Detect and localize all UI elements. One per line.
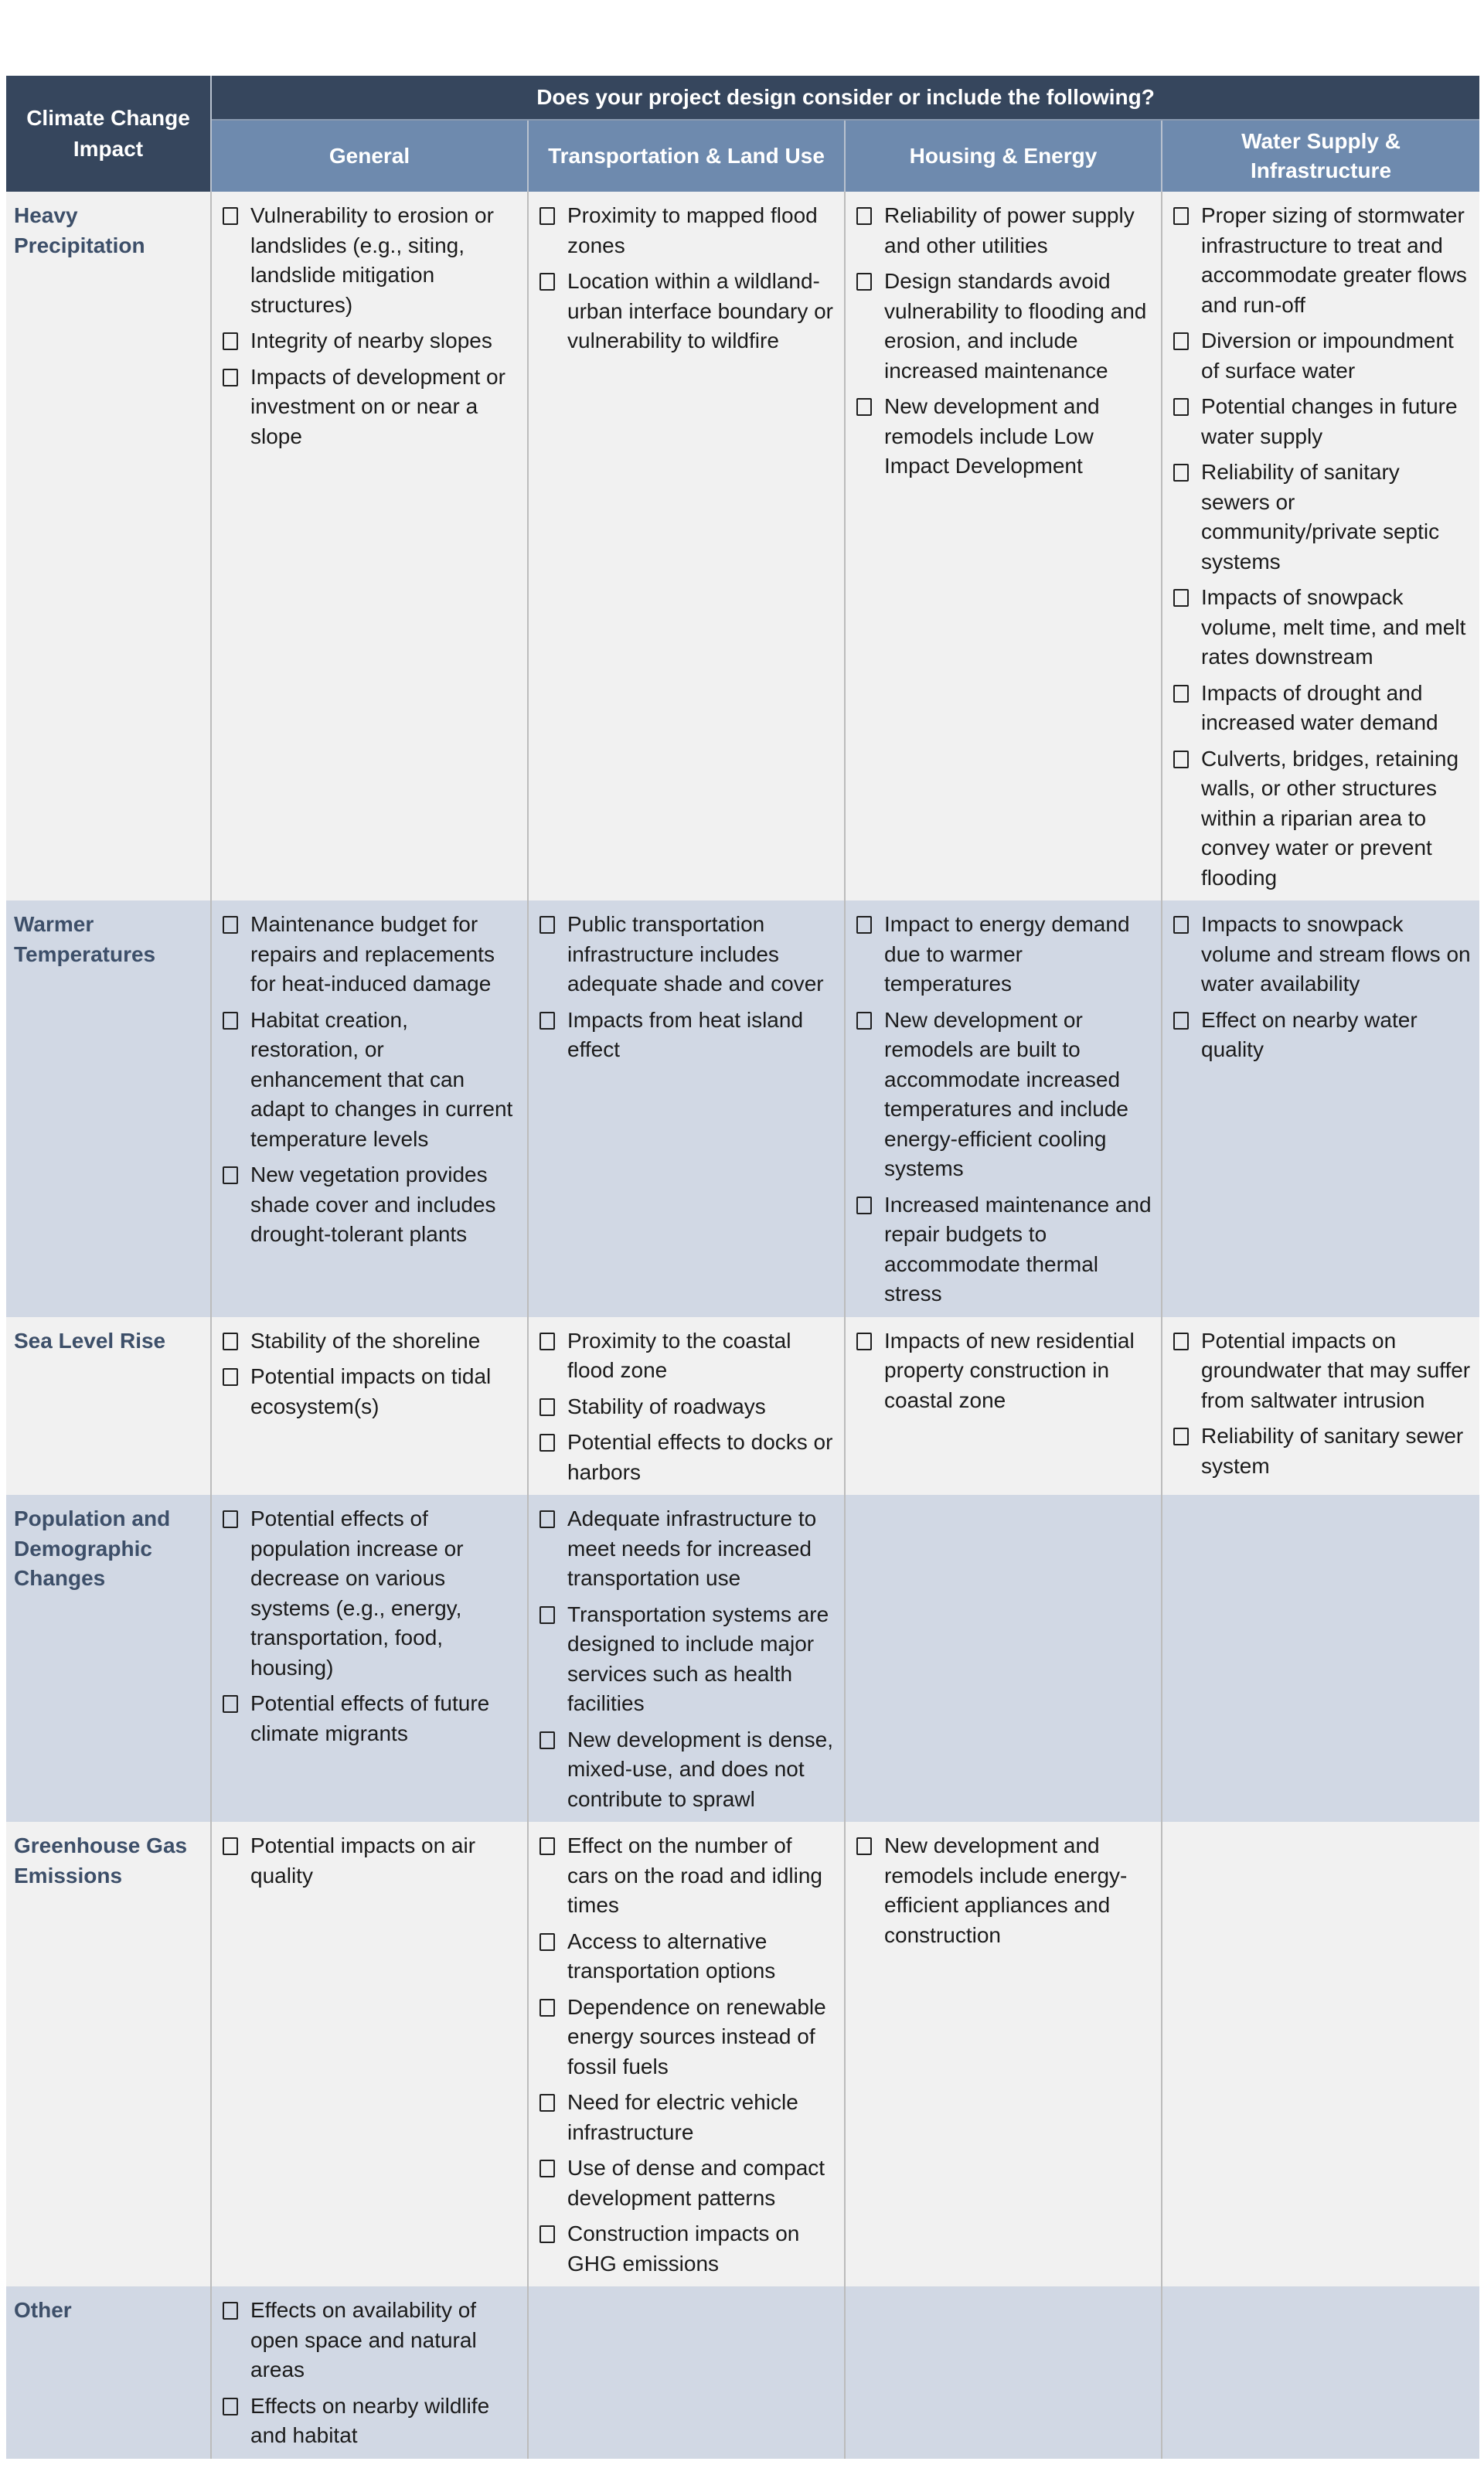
- checklist-item-label: Diversion or impoundment of surface water: [1201, 329, 1454, 383]
- checklist-item-label: Effects on nearby wildlife and habitat: [250, 2393, 490, 2447]
- checklist: [223, 1504, 521, 1748]
- cell-general: [211, 1822, 528, 2286]
- checklist-item-label: Impacts from heat island effect: [567, 1007, 804, 1061]
- checklist-item-label: Construction impacts on GHG emissions: [567, 2221, 800, 2276]
- checkbox-icon[interactable]: [1173, 398, 1189, 416]
- checklist: [856, 1326, 1155, 1416]
- checklist-item: [539, 910, 838, 999]
- header-row-categories: [6, 120, 1479, 192]
- checklist-item: [223, 326, 521, 356]
- checkbox-icon[interactable]: [1173, 332, 1189, 350]
- checklist-item-label: Adequate infrastructure to meet needs for increased transportation use: [567, 1506, 817, 1590]
- checklist-item-label: Reliability of power supply and other utilities: [884, 203, 1135, 257]
- checkbox-icon[interactable]: [856, 207, 872, 225]
- checklist-item-label: Public transportation infrastructure includes adequate shade and cover: [567, 912, 824, 996]
- cell-housing: [845, 2286, 1162, 2459]
- checkbox-icon[interactable]: [539, 207, 555, 225]
- checkbox-icon[interactable]: [539, 1510, 555, 1528]
- cell-housing: [845, 192, 1162, 900]
- checklist-item-label: Potential effects to docks or harbors: [567, 1430, 833, 1484]
- checklist-item-label: Vulnerability to erosion or landslides (e.g., siting, landslide mitigation structures): [250, 203, 494, 317]
- checklist: [223, 201, 521, 451]
- checkbox-icon[interactable]: [1173, 464, 1189, 482]
- checklist-item-label: Impacts of drought and increased water demand: [1201, 680, 1438, 734]
- checkbox-icon[interactable]: [223, 369, 238, 386]
- question-header: Does your project design consider or include the following?: [211, 76, 1479, 120]
- checkbox-icon[interactable]: [1173, 207, 1189, 225]
- cell-water: [1162, 1317, 1479, 1496]
- checklist-item-label: New development and remodels include energy-efficient appliances and construction: [884, 1833, 1128, 1947]
- cell-general: [211, 1317, 528, 1496]
- checklist-item: [856, 201, 1155, 260]
- checklist-item: [1173, 1421, 1473, 1481]
- checklist-item-label: Proximity to mapped flood zones: [567, 203, 818, 257]
- checklist-item-label: Impacts of development or investment on or near a slope: [250, 364, 505, 448]
- checkbox-icon[interactable]: [1173, 589, 1189, 607]
- cell-housing: [845, 1822, 1162, 2286]
- checklist: [539, 910, 838, 1065]
- climate-checklist-table: [6, 76, 1479, 2459]
- checklist-item: [539, 1725, 838, 1815]
- checklist-item-label: Transportation systems are designed to include major services such as health facilities: [567, 1602, 829, 1715]
- cell-transportation: [528, 900, 845, 1317]
- checklist-item: [1173, 1006, 1473, 1065]
- checkbox-icon[interactable]: [539, 1398, 555, 1416]
- cell-housing: [845, 900, 1162, 1317]
- checklist: [539, 1326, 838, 1488]
- checklist-item: [223, 1831, 521, 1891]
- checklist-item-label: New development or remodels are built to accommodate increased temperatures and include energy-efficient cooling systems: [884, 1007, 1128, 1180]
- checklist-item: [223, 1160, 521, 1250]
- checkbox-icon[interactable]: [1173, 1012, 1189, 1030]
- checklist-item-label: New vegetation provides shade cover and includes drought-tolerant plants: [250, 1163, 496, 1246]
- checklist-item-label: Reliability of sanitary sewer system: [1201, 1424, 1464, 1478]
- checklist-item: [223, 2392, 521, 2451]
- checklist-item: [539, 2219, 838, 2279]
- checklist-item: [539, 1600, 838, 1719]
- checkbox-icon[interactable]: [856, 1837, 872, 1855]
- checklist: [539, 201, 838, 356]
- checklist-item-label: Proper sizing of stormwater infrastructure to treat and accommodate greater flows and run-off: [1201, 203, 1467, 317]
- checklist-item: [223, 1326, 521, 1357]
- checkbox-icon[interactable]: [539, 273, 555, 291]
- checklist: [223, 910, 521, 1250]
- table-row: [6, 1495, 1479, 1822]
- checklist-item-label: Location within a wildland-urban interface boundary or vulnerability to wildfire: [567, 269, 833, 352]
- checklist-item: [1173, 458, 1473, 577]
- checklist-item: [856, 1190, 1155, 1309]
- checklist-item-label: Effect on nearby water quality: [1201, 1007, 1418, 1061]
- checkbox-icon[interactable]: [539, 1933, 555, 1951]
- checkbox-icon[interactable]: [223, 207, 238, 225]
- checklist: [539, 1504, 838, 1814]
- checkbox-icon[interactable]: [856, 1197, 872, 1214]
- checkbox-icon[interactable]: [539, 916, 555, 934]
- checklist-item: [223, 910, 521, 999]
- checklist-item-label: Use of dense and compact development patterns: [567, 2156, 825, 2210]
- checkbox-icon[interactable]: [539, 2094, 555, 2112]
- checklist-item: [539, 1392, 838, 1422]
- impact-label: Warmer Temperatures: [6, 900, 211, 1317]
- table-row: [6, 1822, 1479, 2286]
- checkbox-icon[interactable]: [223, 1368, 238, 1386]
- checklist-item: [1173, 201, 1473, 320]
- category-header-housing: Housing & Energy: [845, 120, 1162, 192]
- checklist-item: [539, 201, 838, 260]
- checkbox-icon[interactable]: [856, 916, 872, 934]
- checklist-item: [856, 392, 1155, 482]
- checkbox-icon[interactable]: [539, 1731, 555, 1749]
- checkbox-icon[interactable]: [223, 916, 238, 934]
- checkbox-icon[interactable]: [223, 2398, 238, 2415]
- cell-transportation: [528, 1317, 845, 1496]
- checklist-item: [1173, 583, 1473, 672]
- cell-housing: [845, 1317, 1162, 1496]
- checklist-item: [539, 1927, 838, 1986]
- cell-general: [211, 2286, 528, 2459]
- impact-label: Greenhouse Gas Emissions: [6, 1822, 211, 2286]
- checkbox-icon[interactable]: [223, 1510, 238, 1528]
- table-row: [6, 2286, 1479, 2459]
- checkbox-icon[interactable]: [856, 1012, 872, 1030]
- checklist-item-label: Potential changes in future water supply: [1201, 394, 1458, 448]
- checklist-item: [223, 1006, 521, 1155]
- checkbox-icon[interactable]: [223, 1333, 238, 1350]
- impact-column-header: Climate Change Impact: [6, 76, 211, 192]
- cell-general: [211, 900, 528, 1317]
- checklist-item: [1173, 326, 1473, 386]
- checklist-item-label: Impacts of snowpack volume, melt time, and melt rates downstream: [1201, 585, 1466, 669]
- checklist-item-label: New development is dense, mixed-use, and does not contribute to sprawl: [567, 1727, 833, 1811]
- checklist-item-label: Stability of the shoreline: [250, 1328, 481, 1353]
- checkbox-icon[interactable]: [856, 398, 872, 416]
- cell-water: [1162, 900, 1479, 1317]
- checklist-item: [539, 1993, 838, 2082]
- checkbox-icon[interactable]: [223, 1166, 238, 1184]
- checklist-item: [539, 2153, 838, 2213]
- checkbox-icon[interactable]: [223, 1837, 238, 1855]
- category-header-water: Water Supply & Infrastructure: [1162, 120, 1479, 192]
- checklist-item-label: Proximity to the coastal flood zone: [567, 1328, 791, 1382]
- checkbox-icon[interactable]: [1173, 751, 1189, 768]
- checklist-item-label: Maintenance budget for repairs and replacements for heat-induced damage: [250, 912, 495, 996]
- checklist-item: [1173, 744, 1473, 894]
- checklist-item: [539, 1504, 838, 1594]
- checklist-item: [856, 1326, 1155, 1416]
- cell-transportation: [528, 2286, 845, 2459]
- checkbox-icon[interactable]: [539, 1012, 555, 1030]
- checklist: [1173, 1326, 1473, 1482]
- cell-general: [211, 192, 528, 900]
- checklist: [1173, 201, 1473, 893]
- checklist-item-label: Increased maintenance and repair budgets to accommodate thermal stress: [884, 1192, 1152, 1306]
- checklist-item: [539, 2088, 838, 2147]
- checklist-container: [6, 76, 1479, 2459]
- cell-water: [1162, 1495, 1479, 1822]
- table-row: [6, 192, 1479, 900]
- impact-label: Population and Demographic Changes: [6, 1495, 211, 1822]
- checklist-item: [223, 1504, 521, 1683]
- checkbox-icon[interactable]: [1173, 1333, 1189, 1350]
- checkbox-icon[interactable]: [223, 332, 238, 350]
- checklist-item-label: Impacts of new residential property construction in coastal zone: [884, 1328, 1135, 1412]
- checklist-item: [223, 1362, 521, 1421]
- checkbox-icon[interactable]: [223, 2302, 238, 2320]
- checklist-item-label: Design standards avoid vulnerability to flooding and erosion, and include increased maintenance: [884, 269, 1147, 383]
- checklist-item-label: Potential impacts on air quality: [250, 1833, 476, 1888]
- checklist-item: [856, 1831, 1155, 1950]
- checklist: [539, 1831, 838, 2279]
- checklist-item: [539, 1428, 838, 1487]
- checklist: [223, 1831, 521, 1891]
- checkbox-icon[interactable]: [1173, 685, 1189, 703]
- impact-label: Heavy Precipitation: [6, 192, 211, 900]
- checklist-item-label: Stability of roadways: [567, 1394, 766, 1418]
- checklist-item-label: Access to alternative transportation options: [567, 1929, 776, 1983]
- table-body: [6, 192, 1479, 2459]
- impact-label: Sea Level Rise: [6, 1317, 211, 1496]
- checkbox-icon[interactable]: [539, 2225, 555, 2243]
- checklist-item-label: Potential effects of future climate migrants: [250, 1691, 490, 1745]
- cell-transportation: [528, 1495, 845, 1822]
- cell-transportation: [528, 192, 845, 900]
- cell-water: [1162, 192, 1479, 900]
- table-row: [6, 900, 1479, 1317]
- checkbox-icon[interactable]: [1173, 916, 1189, 934]
- checklist: [856, 1831, 1155, 1950]
- checklist: [856, 910, 1155, 1309]
- checklist-item-label: Need for electric vehicle infrastructure: [567, 2090, 798, 2144]
- checklist-item-label: Dependence on renewable energy sources instead of fossil fuels: [567, 1994, 826, 2078]
- checkbox-icon[interactable]: [539, 1434, 555, 1452]
- checklist-item: [539, 1006, 838, 1065]
- checklist-item-label: Potential impacts on groundwater that may suffer from saltwater intrusion: [1201, 1328, 1471, 1412]
- checklist-item: [856, 267, 1155, 386]
- checklist-item-label: Impacts to snowpack volume and stream flows on water availability: [1201, 912, 1471, 996]
- checklist-item: [223, 1689, 521, 1748]
- cell-transportation: [528, 1822, 845, 2286]
- checklist: [856, 201, 1155, 482]
- checklist-item: [223, 201, 521, 320]
- checklist-item: [539, 267, 838, 356]
- checkbox-icon[interactable]: [539, 1999, 555, 2017]
- checkbox-icon[interactable]: [539, 1333, 555, 1350]
- checkbox-icon[interactable]: [539, 1606, 555, 1624]
- checklist-item: [1173, 392, 1473, 451]
- checklist-item-label: Impact to energy demand due to warmer temperatures: [884, 912, 1130, 996]
- checklist-item-label: Potential effects of population increase or decrease on various systems (e.g., energy, transportation, food, housing): [250, 1506, 464, 1680]
- checklist-item: [1173, 910, 1473, 999]
- category-header-transportation: Transportation & Land Use: [528, 120, 845, 192]
- checkbox-icon[interactable]: [856, 1333, 872, 1350]
- checklist-item-label: Culverts, bridges, retaining walls, or other structures within a riparian area to convey water or prevent flooding: [1201, 746, 1459, 890]
- category-header-general: General: [211, 120, 528, 192]
- checklist-item-label: Reliability of sanitary sewers or community/private septic systems: [1201, 460, 1440, 574]
- checklist-item: [1173, 1326, 1473, 1416]
- impact-label: Other: [6, 2286, 211, 2459]
- cell-general: [211, 1495, 528, 1822]
- checklist-item-label: Habitat creation, restoration, or enhancement that can adapt to changes in current temperature levels: [250, 1007, 513, 1151]
- checklist-item: [223, 363, 521, 452]
- table-row: [6, 1317, 1479, 1496]
- checklist-item-label: New development and remodels include Low Impact Development: [884, 394, 1100, 478]
- checklist-item: [856, 1006, 1155, 1184]
- checkbox-icon[interactable]: [1173, 1428, 1189, 1445]
- checklist-item: [539, 1831, 838, 1921]
- checkbox-icon[interactable]: [539, 2160, 555, 2177]
- checkbox-icon[interactable]: [539, 1837, 555, 1855]
- checkbox-icon[interactable]: [223, 1695, 238, 1713]
- checkbox-icon[interactable]: [223, 1012, 238, 1030]
- cell-housing: [845, 1495, 1162, 1822]
- cell-water: [1162, 2286, 1479, 2459]
- checklist-item: [856, 910, 1155, 999]
- checklist: [223, 1326, 521, 1422]
- checklist: [1173, 910, 1473, 1065]
- checklist-item-label: Potential impacts on tidal ecosystem(s): [250, 1364, 492, 1418]
- cell-water: [1162, 1822, 1479, 2286]
- checklist: [223, 2296, 521, 2451]
- checklist-item: [223, 2296, 521, 2385]
- checklist-item-label: Effect on the number of cars on the road and idling times: [567, 1833, 822, 1917]
- checklist-item-label: Effects on availability of open space and natural areas: [250, 2298, 477, 2381]
- checkbox-icon[interactable]: [856, 273, 872, 291]
- checklist-item: [539, 1326, 838, 1386]
- checklist-item-label: Integrity of nearby slopes: [250, 329, 492, 352]
- header-row-top: [6, 76, 1479, 120]
- checklist-item: [1173, 679, 1473, 738]
